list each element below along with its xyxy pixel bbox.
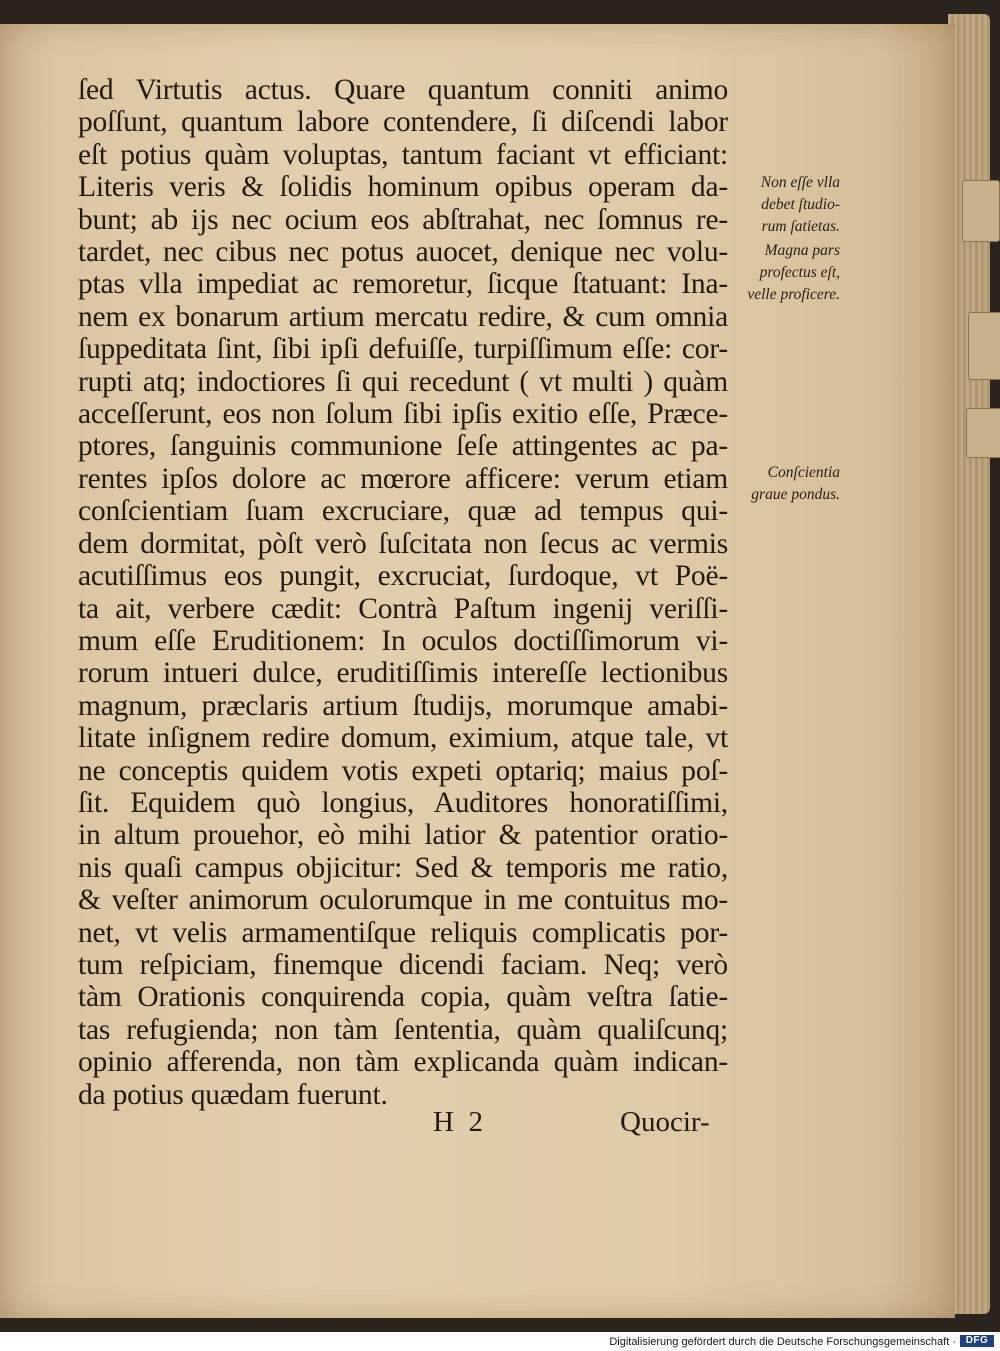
text-line: ſuppeditata ſint, ſibi ipſi defuiſſe, turpiſſimum eſſe: cor- (78, 333, 728, 366)
marginal-note (726, 172, 840, 238)
marginal-note-line: rum ſatietas. (761, 218, 840, 235)
text-line: poſſunt, quantum labore contendere, ſi diſcendi labor (78, 106, 728, 139)
text-line: bunt; ab ijs nec ocium eos abſtrahat, nec ſomnus re- (78, 203, 728, 236)
signature-mark: H 2 (433, 1106, 483, 1138)
dfg-logo-icon: DFG (960, 1335, 994, 1347)
text-line: Literis veris & ſolidis hominum opibus operam da- (78, 171, 728, 204)
text-line: opinio afferenda, non tàm explicanda quàm indican- (78, 1046, 728, 1079)
text-line: dem dormitat, pòſt verò ſuſcitata non ſecus ac vermis (78, 527, 728, 560)
text-line: litate inſignem redire domum, eximium, atque tale, vt (78, 722, 728, 755)
text-line: rupti atq; indoctiores ſi qui recedunt ( vt multi ) quàm (78, 365, 728, 398)
text-line: ne conceptis quidem votis expeti optariq; maius poſ- (78, 754, 728, 787)
page-tab-marker (962, 180, 1000, 242)
text-line: acutiſſimus eos pungit, excruciat, ſurdoque, vt Poë- (78, 560, 728, 593)
text-line: ptores, ſanguinis communione ſeſe attingentes ac pa- (78, 430, 728, 463)
text-line: nis quaſi campus objicitur: Sed & temporis me ratio, (78, 851, 728, 884)
text-line: acceſſerunt, eos non ſolum ſibi ipſis exitio eſſe, Præce- (78, 398, 728, 431)
text-line: rorum intueri dulce, eruditiſſimis intereſſe lectionibus (78, 657, 728, 690)
text-line: tàm Orationis conquirenda copia, quàm veſtra ſatie- (78, 981, 728, 1014)
footer-bar (0, 1332, 1000, 1351)
marginal-note-line: Non eſſe vlla (760, 174, 840, 191)
text-line: da potius quædam fuerunt. (78, 1078, 388, 1111)
marginal-note (722, 462, 840, 506)
text-line: ſit. Equidem quò longius, Auditores honoratiſſimi, (78, 786, 728, 819)
marginal-note-line: Magna pars (764, 242, 840, 259)
marginal-note-line: debet ſtudio- (761, 196, 840, 213)
text-line: ta ait, verbere cædit: Contrà Paſtum ingenij veriſſi- (78, 592, 728, 625)
marginal-note-line: graue pondus. (751, 486, 840, 503)
footer-funding-note: Digitalisierung gefördert durch die Deutsche Forschungsgemeinschaft · (609, 1336, 956, 1348)
catchword: Quocir- (620, 1106, 710, 1138)
text-line: rentes ipſos dolore ac mœrore afficere: verum etiam (78, 462, 728, 495)
text-line: conſcientiam ſuam excruciare, quæ ad tempus qui- (78, 495, 728, 528)
main-text-block (78, 74, 728, 1111)
text-line: tas refugienda; non tàm ſententia, quàm qualiſcunq; (78, 1013, 728, 1046)
text-line: & veſter animorum oculorumque in me contuitus mo- (78, 884, 728, 917)
marginal-note-line: profectus eſt, (759, 264, 840, 281)
page-tab-marker (968, 312, 1000, 380)
text-line: nem ex bonarum artium mercatu redire, & cum omnia (78, 300, 728, 333)
marginal-note-line: velle proficere. (747, 286, 840, 303)
text-line: ptas vlla impediat ac remoretur, ſicque ſtatuant: Ina- (78, 268, 728, 301)
text-line: tardet, nec cibus nec potus auocet, denique nec volu- (78, 236, 728, 269)
text-line: tum reſpiciam, finemque dicendi faciam. Neq; verò (78, 948, 728, 981)
marginal-note-line: Conſcientia (767, 464, 840, 481)
text-line: ſed Virtutis actus. Quare quantum conniti animo (78, 74, 728, 106)
marginal-note (722, 240, 840, 306)
page-tab-marker (966, 408, 1000, 458)
text-line: eſt potius quàm voluptas, tantum faciant vt efficiant: (78, 138, 728, 171)
text-line: in altum prouehor, eò mihi latior & patentior oratio- (78, 819, 728, 852)
text-line: magnum, præclaris artium ſtudijs, morumque amabi- (78, 689, 728, 722)
text-line: net, vt velis armamentiſque reliquis complicatis por- (78, 916, 728, 949)
text-line: mum eſſe Eruditionem: In oculos doctiſſimorum vi- (78, 624, 728, 657)
